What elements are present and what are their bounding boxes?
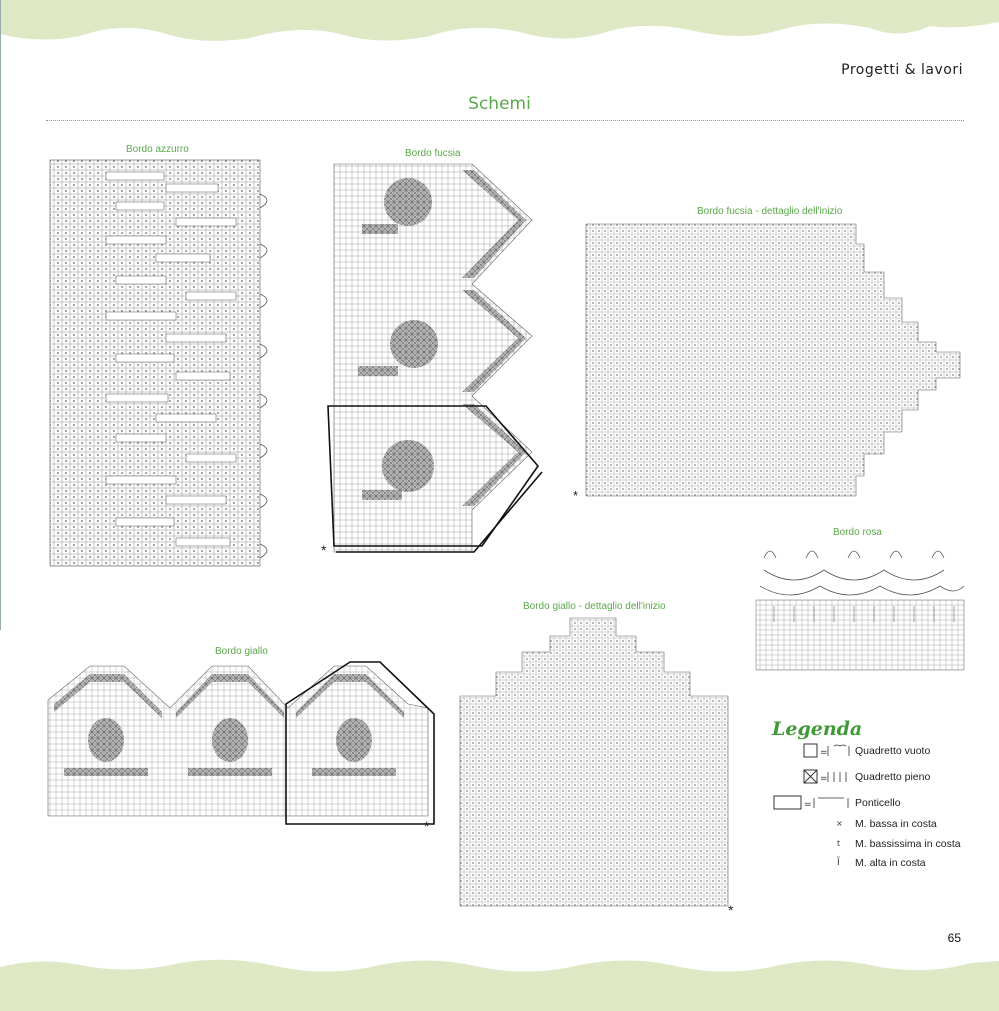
chart-title-rosa: Bordo rosa (833, 527, 882, 538)
top-decorative-band (0, 0, 999, 48)
legend-label-bridge: Ponticello (855, 797, 901, 809)
svg-text:t: t (837, 839, 841, 848)
legend-label-bassa: M. bassa in costa (855, 818, 937, 830)
legend-label-bassissima: M. bassissima in costa (855, 838, 961, 850)
chart-bordo-fucsia (322, 160, 546, 560)
svg-text:=: = (820, 748, 828, 758)
chart-title-fucsia-detail: Bordo fucsia - dettaglio dell'inizio (697, 206, 843, 217)
svg-text:=: = (820, 774, 828, 784)
bottom-decorative-band (0, 955, 999, 1011)
start-marker-giallo: * (424, 818, 430, 834)
chart-bordo-azzurro (46, 158, 282, 570)
section-header: Progetti & lavori (841, 62, 963, 78)
page-number: 65 (947, 931, 961, 945)
svg-text:×: × (836, 819, 843, 828)
start-marker-fucsia: * (321, 542, 327, 558)
legend-label-empty: Quadretto vuoto (855, 745, 931, 757)
chart-title-azzurro: Bordo azzurro (126, 144, 189, 155)
chart-bordo-giallo-detail (458, 614, 734, 910)
chart-title-giallo-detail: Bordo giallo - dettaglio dell'inizio (523, 601, 666, 612)
svg-text:=: = (804, 800, 812, 810)
chart-bordo-rosa (754, 540, 968, 674)
svg-text:Ĩ: Ĩ (837, 858, 840, 868)
chart-title-giallo: Bordo giallo (215, 646, 268, 657)
legend-title: Legenda (772, 718, 863, 740)
chart-bordo-fucsia-detail (584, 222, 964, 500)
chart-title-fucsia: Bordo fucsia (405, 148, 461, 159)
legend-symbols (770, 742, 852, 872)
page-title: Schemi (468, 94, 531, 114)
start-marker-fucsia-detail: * (573, 488, 579, 503)
bridge-icon (774, 796, 801, 809)
chart-bordo-giallo (44, 660, 440, 830)
start-marker-giallo-detail: * (728, 902, 734, 918)
legend-label-filled: Quadretto pieno (855, 771, 931, 783)
legend-label-alta: M. alta in costa (855, 857, 926, 869)
empty-square-icon (804, 744, 817, 757)
title-divider (46, 120, 964, 121)
